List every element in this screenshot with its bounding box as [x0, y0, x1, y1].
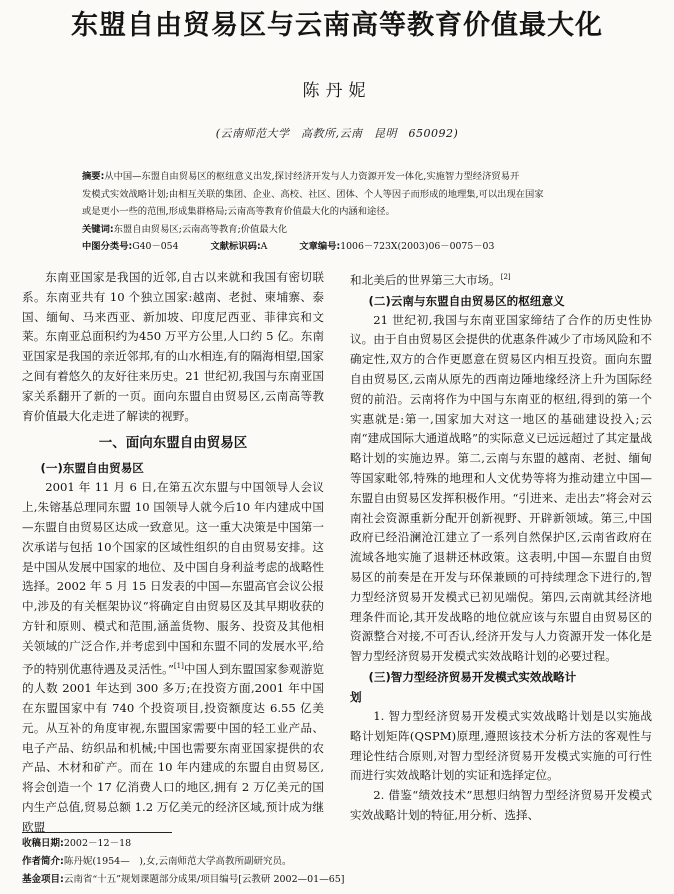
footnote-author	[22, 855, 662, 869]
text-line: 2001 年 11 月 6 日,在第五次东盟与中国领导	[45, 480, 289, 495]
text-line: 资源整合对接,不可否认,经济开发与人力资源	[350, 629, 582, 644]
abstract-label: 摘要:	[82, 171, 105, 182]
text-line: 是以实施战略计划矩阵(QSPM)原理,遵照该技术	[350, 709, 652, 743]
heading-line: 划	[350, 690, 362, 704]
classification-line	[82, 238, 622, 256]
text-line: 度审视,东盟国家需要中国的轻工业产品、电子	[22, 720, 324, 755]
text-line: 战略性选择。2002 年 5 月 15 日发表的中国—东	[22, 559, 324, 594]
text-line: 云南从原先的西南边陲地缘经济上升为国际经	[413, 372, 652, 387]
text-line: 意在贸易区内相互投资。面向东盟自由贸易区,	[350, 352, 652, 387]
clc-label: 中图分类号:	[82, 241, 133, 252]
text-line: 见。这一重大决策是中国第一次承诺与包括 10	[22, 519, 324, 554]
footnote-text: 陈丹妮(1954— ),女,云南师范大学高教所副研究员。	[63, 856, 292, 867]
citation-ref: [1]	[173, 661, 184, 670]
text-line: 21 世纪初,我国与东南亚国家缔结了合作的	[373, 312, 604, 327]
text-line: 中国人到	[183, 661, 231, 676]
text-line: 分析方法的客观性与理论性结合原则,对智力型	[350, 728, 652, 763]
text-line: 略计划的实证和选择定位。	[419, 768, 559, 783]
text-line: 国家毗邻,特殊的地理和人文优势等将为推动建	[361, 471, 605, 486]
text-line: 其开发战略的地位就应该与东盟自由贸易区的	[413, 609, 652, 624]
text-line: 沧江建立了一系列自然保护区,云南省政府在流	[350, 530, 652, 565]
text-line: 在投资方面,2001 年中国在东盟国家中有 740 个	[22, 681, 324, 715]
author-name: 陈丹妮	[302, 81, 372, 101]
footnote-label: 基金项目:	[22, 874, 64, 885]
subsection-heading: (一)东盟自由贸易区	[40, 461, 144, 476]
text-line: 印度尼西亚、菲律宾和文莱。东南亚总面积约为	[22, 309, 324, 344]
text-line: 国有密切联系。东南亚共有 10 个独立国家:越	[22, 270, 324, 304]
article-id-value: 1006－723X(2003)06－0075－03	[340, 241, 495, 252]
text-line: 略计划的必要过程。	[512, 649, 617, 664]
text-line: 持续理念下进行的,智力型经济贸易开发模式已	[350, 570, 652, 604]
doc-code-label: 文献标识码:	[210, 241, 261, 252]
text-line: 450 万平方公里,人口约 5 亿。东南亚国家是我	[22, 329, 324, 364]
footnote-label: 收稿日期:	[22, 838, 64, 849]
clc-value: G40－054	[132, 241, 179, 252]
text-line: 家之间有着悠久的友好往来历史。21 世纪初,我	[22, 349, 324, 383]
text-line: 个国家的区域性组织的自由贸易安排。这是中	[22, 539, 324, 574]
body-paragraph	[350, 786, 652, 826]
text-line: 总额 1.2 万亿美元的经济区域,预计成为继欧盟	[22, 799, 325, 834]
text-line: 东盟国家参观游览的人数 2001 年达到 300 多万;	[22, 661, 324, 696]
footnote-label: 作者简介:	[22, 856, 64, 867]
text-line: 广泛合作,并考虑到中国和东盟不同的发展水	[69, 638, 297, 653]
footnote-text: 云南省“十五”规划课题部分成果/项目编号[云教研 2002—01—65]	[63, 874, 345, 885]
text-line: 易开发模式实效战略计划的特征,用分析、选择、	[350, 788, 652, 822]
article-title: 东盟自由贸易区与云南高等教育价值最大化	[71, 10, 603, 41]
text-line: 盟自由贸易区的前奏是在开发与环保兼顾的可	[350, 550, 652, 585]
text-line: 产品、纺织品和机械;中国也需要东南亚国家提	[45, 740, 289, 755]
text-line: 人会议上,朱镕基总理同东盟 10 国领导人就今后	[22, 480, 324, 515]
body-paragraph	[350, 311, 652, 667]
text-line: 10 年内建成中国—东盟自由贸易区达成一致意	[22, 500, 324, 534]
text-line: 开发一体化是智力型经济贸易开发模式实效战	[350, 629, 652, 664]
left-column	[22, 268, 324, 838]
text-line: 南、老挝、柬埔寨、泰国、缅甸、马来西亚、新加坡、	[22, 289, 324, 324]
text-line: 2. 借鉴“绩效技术”思想归纳智力型经济贸	[373, 788, 593, 803]
text-line: 盟高官会议公报中,涉及的有关框架协议“将确	[22, 579, 324, 614]
text-line: 新视野、开辟新领域。第三,中国政府已经沿澜	[350, 510, 652, 545]
intro-paragraph	[22, 268, 324, 426]
text-line: 定自由贸易区及其早期收获的方针和原则、模式	[22, 599, 324, 633]
doc-code-value: A	[260, 241, 268, 252]
section-heading: 一、面向东盟自由贸易区	[98, 435, 248, 452]
text-line: 件减少了市场风险和不确定性,双方的合作更愿	[350, 332, 652, 367]
abstract-line: 从中国—东盟自由贸易区的枢纽意义出发,探讨经济开发与人力资源开发一体化,实施智力型经济贸易开	[104, 171, 520, 182]
subsection-heading: (二)云南与东盟自由贸易区的枢纽意义	[368, 293, 565, 308]
text-line: 和北美后的世界第三大市场。	[350, 272, 501, 287]
text-line: 立中国—东盟自由贸易区发挥积极作用。“引进	[350, 471, 652, 505]
body-paragraph	[350, 707, 652, 786]
text-line: 投资项目,投资额度达 6.55 亿美元。从互补的角	[22, 701, 324, 735]
text-line: 来、走出去”将会对云南社会资源重新分配开创	[350, 490, 652, 525]
text-line: 到的第一个实惠就是:第一,国家加大对这一地	[350, 391, 652, 426]
text-line: 盟自由贸易区,云南高等教育价值最大化走进了	[22, 388, 324, 423]
text-line: 区的基础建设投入;云南“建成国际大通道战略”	[350, 411, 652, 446]
footnote-text: 2002－12－18	[63, 838, 132, 849]
text-line: 供的农产品、木材和矿产。而在 10 年内建成的东	[22, 740, 324, 775]
text-line: 的实际意义已远远超过了其定量战略计划的实	[350, 431, 652, 466]
text-line: 域各地实施了退耕还林政策。这表明,中国—东	[361, 550, 605, 565]
text-line: 国的亲近邻邦,有的山水相连,有的隔海相望,国	[80, 349, 313, 364]
text-line: 盟自由贸易区,将会创造一个 17 亿消费人口	[22, 760, 325, 795]
abstract-block	[82, 168, 622, 256]
article-id-label: 文章编号:	[299, 241, 341, 252]
abstract-line: 发模式实效战略计划;由相互关联的集团、企业、高校、社区、团体、个人等因子而形成的地理集,可以出现在国家	[82, 188, 544, 200]
citation-ref: [2]	[500, 273, 511, 281]
author-affiliation: (云南师范大学 高教所,云南 昆明 650092)	[215, 127, 459, 140]
right-column	[350, 268, 652, 826]
text-line: 历史性协议。由于自由贸易区会提供的优惠条	[350, 312, 652, 347]
footnote-rule	[22, 832, 172, 833]
abstract-line: 或是更小一些的范围,形成集群格局;云南高等教育价值最大化的内涵和途径。	[82, 206, 395, 217]
text-line: 国从发展中国家的地位、及中国自身利益考虑的	[45, 559, 290, 574]
text-line: 解读的视野。	[126, 408, 196, 423]
text-line: 和范围,涵盖货物、服务、投资及其他相关领域的	[22, 618, 324, 653]
text-line: 1. 智力型经济贸易开发模式实效战略计划	[373, 709, 593, 723]
text-line: 贸的前沿。云南将作为中国与东南亚的枢纽,得	[350, 391, 593, 406]
keywords-text: 东盟自由贸易区;云南高等教育;价值最大化	[113, 223, 288, 235]
continued-paragraph	[350, 268, 652, 291]
footnote-received	[22, 837, 662, 851]
subsection-heading	[350, 667, 652, 707]
text-line: 经济贸易开发模式实施的可行性而进行实效战	[350, 748, 652, 783]
text-line: 初见端倪。第四,云南就其经济地理条件而论,	[350, 589, 652, 624]
text-line: 东南亚国家是我国的近邻,自古以来就和我	[45, 270, 265, 284]
keywords-label: 关键词:	[82, 223, 114, 235]
footnote-fund	[22, 873, 662, 887]
text-line: 国与东南亚国家关系翻开了新的一页。面向东	[22, 368, 324, 403]
text-line: 的地区,拥有 2 万亿美元的国内生产总值,贸易	[22, 780, 324, 814]
text-line: 平,给予的特别优惠待遇及灵活性。”	[22, 638, 324, 676]
heading-line: (三)智力型经济贸易开发模式实效战略计	[368, 670, 577, 684]
body-paragraph	[22, 478, 324, 837]
text-line: 施边界。第二,云南与东盟的越南、老挝、缅甸等	[350, 451, 652, 486]
